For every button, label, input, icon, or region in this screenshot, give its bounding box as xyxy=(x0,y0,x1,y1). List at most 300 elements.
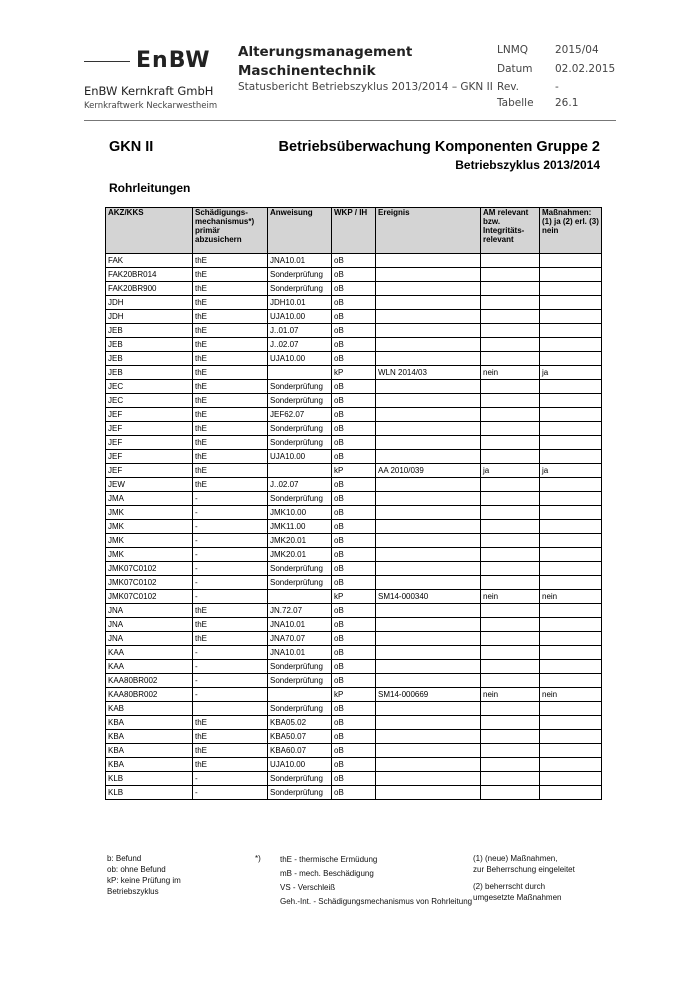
cell-wkp: oB xyxy=(332,548,376,562)
cell-massnahmen xyxy=(540,562,602,576)
cell-ereignis xyxy=(376,604,481,618)
cell-akz: KLB xyxy=(106,772,193,786)
cell-anweisung: Sonderprüfung xyxy=(268,380,332,394)
cell-anweisung: UJA10.00 xyxy=(268,450,332,464)
cell-anweisung: Sonderprüfung xyxy=(268,562,332,576)
cell-anweisung: KBA60.07 xyxy=(268,744,332,758)
cell-schaedigung: thE xyxy=(193,338,268,352)
cell-wkp: oB xyxy=(332,436,376,450)
cell-akz: JNA xyxy=(106,632,193,646)
cell-wkp: oB xyxy=(332,562,376,576)
legend-line: kP: keine Prüfung im xyxy=(107,876,181,885)
cell-am-relevant xyxy=(481,296,540,310)
cell-massnahmen xyxy=(540,548,602,562)
cell-massnahmen: ja xyxy=(540,366,602,380)
cell-am-relevant xyxy=(481,534,540,548)
cell-wkp: oB xyxy=(332,604,376,618)
cell-schaedigung: - xyxy=(193,548,268,562)
cell-anweisung: JNA70.07 xyxy=(268,632,332,646)
cell-schaedigung: thE xyxy=(193,464,268,478)
cell-akz: KBA xyxy=(106,744,193,758)
cell-schaedigung: thE xyxy=(193,744,268,758)
cell-massnahmen xyxy=(540,744,602,758)
cell-schaedigung: thE xyxy=(193,254,268,268)
cell-anweisung: KBA05.02 xyxy=(268,716,332,730)
cell-am-relevant xyxy=(481,338,540,352)
cell-akz: JMK xyxy=(106,548,193,562)
table-row xyxy=(106,646,602,660)
cell-am-relevant xyxy=(481,744,540,758)
cell-schaedigung: thE xyxy=(193,450,268,464)
cell-ereignis xyxy=(376,674,481,688)
cell-massnahmen xyxy=(540,450,602,464)
cell-massnahmen xyxy=(540,632,602,646)
cell-massnahmen xyxy=(540,380,602,394)
table-row xyxy=(106,786,602,800)
cell-schaedigung: thE xyxy=(193,352,268,366)
cell-anweisung: Sonderprüfung xyxy=(268,660,332,674)
logo-line xyxy=(84,61,130,62)
table-row xyxy=(106,758,602,772)
cell-schaedigung: thE xyxy=(193,408,268,422)
cell-wkp: oB xyxy=(332,338,376,352)
cell-anweisung: Sonderprüfung xyxy=(268,282,332,296)
cell-wkp: oB xyxy=(332,352,376,366)
cell-schaedigung: thE xyxy=(193,422,268,436)
cell-schaedigung: thE xyxy=(193,394,268,408)
table-row xyxy=(106,324,602,338)
cell-anweisung: Sonderprüfung xyxy=(268,436,332,450)
cell-anweisung: JNA10.01 xyxy=(268,254,332,268)
cell-akz: KAB xyxy=(106,702,193,716)
table-row xyxy=(106,436,602,450)
table-row xyxy=(106,674,602,688)
cell-akz: JEF xyxy=(106,450,193,464)
meta-key-datum: Datum xyxy=(497,63,533,75)
cell-ereignis xyxy=(376,562,481,576)
meta-key-lnmq: LNMQ xyxy=(497,44,529,56)
header-title-line1: Alterungsmanagement xyxy=(238,44,413,60)
cell-akz: JEC xyxy=(106,394,193,408)
header-divider xyxy=(84,120,616,121)
cell-anweisung: KBA50.07 xyxy=(268,730,332,744)
cell-am-relevant: nein xyxy=(481,688,540,702)
cell-ereignis xyxy=(376,548,481,562)
cell-wkp: oB xyxy=(332,296,376,310)
cell-am-relevant: ja xyxy=(481,464,540,478)
cell-schaedigung: - xyxy=(193,590,268,604)
table-row xyxy=(106,534,602,548)
meta-value-lnmq: 2015/04 xyxy=(555,44,599,56)
cell-akz: KBA xyxy=(106,730,193,744)
cell-ereignis xyxy=(376,254,481,268)
cell-akz: JMK xyxy=(106,506,193,520)
table-row xyxy=(106,590,602,604)
cell-am-relevant xyxy=(481,352,540,366)
cell-anweisung xyxy=(268,464,332,478)
cell-am-relevant xyxy=(481,478,540,492)
cell-ereignis xyxy=(376,436,481,450)
cell-massnahmen xyxy=(540,408,602,422)
cell-anweisung: JNA10.01 xyxy=(268,646,332,660)
cell-schaedigung: thE xyxy=(193,324,268,338)
cell-am-relevant xyxy=(481,562,540,576)
cell-am-relevant xyxy=(481,268,540,282)
cell-am-relevant: nein xyxy=(481,590,540,604)
cell-schaedigung: thE xyxy=(193,436,268,450)
unit-label: GKN II xyxy=(109,139,154,155)
cell-ereignis xyxy=(376,534,481,548)
cell-anweisung: Sonderprüfung xyxy=(268,492,332,506)
cell-wkp: kP xyxy=(332,464,376,478)
col-header-akz: AKZ/KKS xyxy=(106,208,193,254)
cell-ereignis xyxy=(376,338,481,352)
cell-ereignis xyxy=(376,506,481,520)
cell-anweisung: UJA10.00 xyxy=(268,352,332,366)
cell-akz: JDH xyxy=(106,296,193,310)
table-row xyxy=(106,618,602,632)
cell-schaedigung: - xyxy=(193,674,268,688)
cell-massnahmen xyxy=(540,604,602,618)
table-row xyxy=(106,478,602,492)
table-row xyxy=(106,562,602,576)
cell-anweisung: J..01.07 xyxy=(268,324,332,338)
cell-ereignis xyxy=(376,268,481,282)
cell-schaedigung: thE xyxy=(193,716,268,730)
cell-anweisung: JMK20.01 xyxy=(268,548,332,562)
cell-ereignis: SM14-000669 xyxy=(376,688,481,702)
cell-schaedigung: thE xyxy=(193,296,268,310)
cell-am-relevant xyxy=(481,758,540,772)
cell-massnahmen xyxy=(540,422,602,436)
cell-akz: KAA80BR002 xyxy=(106,674,193,688)
cell-am-relevant xyxy=(481,702,540,716)
cell-anweisung: UJA10.00 xyxy=(268,310,332,324)
cell-ereignis xyxy=(376,408,481,422)
meta-key-tabelle: Tabelle xyxy=(497,97,534,109)
cell-am-relevant xyxy=(481,660,540,674)
cell-schaedigung: thE xyxy=(193,478,268,492)
legend-status xyxy=(107,853,181,897)
table-row xyxy=(106,380,602,394)
cell-wkp: kP xyxy=(332,590,376,604)
cell-wkp: oB xyxy=(332,408,376,422)
cell-schaedigung: thE xyxy=(193,618,268,632)
cell-am-relevant xyxy=(481,646,540,660)
cell-massnahmen: nein xyxy=(540,688,602,702)
cell-schaedigung: thE xyxy=(193,632,268,646)
col-header-anweisung: Anweisung xyxy=(268,208,332,254)
cell-anweisung xyxy=(268,688,332,702)
cell-akz: JEF xyxy=(106,408,193,422)
cell-anweisung: Sonderprüfung xyxy=(268,674,332,688)
cell-wkp: oB xyxy=(332,744,376,758)
cell-massnahmen xyxy=(540,394,602,408)
cell-akz: KLB xyxy=(106,786,193,800)
cell-massnahmen xyxy=(540,786,602,800)
cell-schaedigung: - xyxy=(193,492,268,506)
col-header-am-relevant: AM relevant bzw. Integritäts-relevant xyxy=(481,208,540,254)
cell-anweisung: JN.72.07 xyxy=(268,604,332,618)
legend-line: (2) beherrscht durch xyxy=(473,882,546,891)
cell-ereignis xyxy=(376,618,481,632)
cell-schaedigung: thE xyxy=(193,604,268,618)
cell-ereignis: SM14-000340 xyxy=(376,590,481,604)
cell-ereignis xyxy=(376,772,481,786)
cell-akz: KAA xyxy=(106,646,193,660)
cell-wkp: oB xyxy=(332,422,376,436)
cell-ereignis xyxy=(376,422,481,436)
cell-schaedigung: thE xyxy=(193,366,268,380)
cell-massnahmen xyxy=(540,506,602,520)
cell-wkp: oB xyxy=(332,786,376,800)
cell-massnahmen xyxy=(540,282,602,296)
cell-am-relevant: nein xyxy=(481,366,540,380)
cell-wkp: oB xyxy=(332,702,376,716)
table-header-row xyxy=(106,208,602,254)
cell-ereignis xyxy=(376,352,481,366)
cell-akz: JEC xyxy=(106,380,193,394)
table-row xyxy=(106,576,602,590)
cell-akz: JEF xyxy=(106,422,193,436)
cell-am-relevant xyxy=(481,394,540,408)
cell-am-relevant xyxy=(481,254,540,268)
cell-am-relevant xyxy=(481,520,540,534)
cell-am-relevant xyxy=(481,548,540,562)
cell-massnahmen: nein xyxy=(540,590,602,604)
cell-akz: JEB xyxy=(106,324,193,338)
cell-akz: FAK20BR014 xyxy=(106,268,193,282)
cell-wkp: oB xyxy=(332,492,376,506)
cell-wkp: kP xyxy=(332,688,376,702)
cell-schaedigung: - xyxy=(193,772,268,786)
cell-ereignis xyxy=(376,744,481,758)
cell-ereignis xyxy=(376,324,481,338)
cell-akz: JMA xyxy=(106,492,193,506)
cell-ereignis xyxy=(376,758,481,772)
cell-am-relevant xyxy=(481,310,540,324)
cell-am-relevant xyxy=(481,786,540,800)
cell-am-relevant xyxy=(481,436,540,450)
cell-ereignis: AA 2010/039 xyxy=(376,464,481,478)
cell-akz: FAK20BR900 xyxy=(106,282,193,296)
cell-massnahmen xyxy=(540,352,602,366)
company-name: EnBW Kernkraft GmbH xyxy=(84,84,214,98)
cell-massnahmen xyxy=(540,338,602,352)
table-row xyxy=(106,268,602,282)
cell-wkp: oB xyxy=(332,772,376,786)
legend-line: mB - mech. Beschädigung xyxy=(280,869,374,878)
cell-anweisung: J..02.07 xyxy=(268,338,332,352)
table-row xyxy=(106,282,602,296)
table-row xyxy=(106,450,602,464)
cell-akz: FAK xyxy=(106,254,193,268)
cell-akz: JEB xyxy=(106,352,193,366)
cell-am-relevant xyxy=(481,282,540,296)
cell-akz: JMK07C0102 xyxy=(106,562,193,576)
legend-line: thE - thermische Ermüdung xyxy=(280,855,378,864)
cell-massnahmen xyxy=(540,324,602,338)
cell-anweisung xyxy=(268,366,332,380)
cell-akz: JMK07C0102 xyxy=(106,576,193,590)
table-body xyxy=(106,254,602,800)
cell-akz: JEF xyxy=(106,464,193,478)
cell-am-relevant xyxy=(481,730,540,744)
legend-line: zur Beherrschung eingeleitet xyxy=(473,865,575,874)
cell-wkp: oB xyxy=(332,534,376,548)
cell-massnahmen xyxy=(540,660,602,674)
meta-key-rev: Rev. xyxy=(497,81,520,93)
cell-akz: KAA80BR002 xyxy=(106,688,193,702)
cell-akz: KAA xyxy=(106,660,193,674)
cell-akz: JMK xyxy=(106,534,193,548)
cell-am-relevant xyxy=(481,772,540,786)
legend-line: umgesetzte Maßnahmen xyxy=(473,893,562,902)
table-row xyxy=(106,408,602,422)
cell-massnahmen xyxy=(540,520,602,534)
legend-mechanisms xyxy=(280,853,472,909)
cell-akz: JNA xyxy=(106,618,193,632)
header-title-line2: Maschinentechnik xyxy=(238,63,376,79)
cell-schaedigung: - xyxy=(193,660,268,674)
meta-value-rev: - xyxy=(555,81,559,93)
cell-am-relevant xyxy=(481,716,540,730)
cell-ereignis xyxy=(376,478,481,492)
col-header-ereignis: Ereignis xyxy=(376,208,481,254)
cell-wkp: oB xyxy=(332,450,376,464)
cell-am-relevant xyxy=(481,576,540,590)
cell-ereignis xyxy=(376,380,481,394)
cell-massnahmen xyxy=(540,646,602,660)
cell-ereignis xyxy=(376,646,481,660)
cell-anweisung: JEF62.07 xyxy=(268,408,332,422)
cell-am-relevant xyxy=(481,324,540,338)
cell-schaedigung: thE xyxy=(193,730,268,744)
cell-akz: JEF xyxy=(106,436,193,450)
meta-value-datum: 02.02.2015 xyxy=(555,63,616,75)
cell-am-relevant xyxy=(481,618,540,632)
cell-ereignis xyxy=(376,296,481,310)
cell-am-relevant xyxy=(481,380,540,394)
cell-wkp: oB xyxy=(332,730,376,744)
cell-akz: JEB xyxy=(106,366,193,380)
cell-ereignis xyxy=(376,576,481,590)
cell-akz: JEB xyxy=(106,338,193,352)
cell-anweisung: JMK10.00 xyxy=(268,506,332,520)
table-row xyxy=(106,632,602,646)
cell-wkp: kP xyxy=(332,366,376,380)
cell-ereignis xyxy=(376,450,481,464)
legend-line: Geh.-Int. - Schädigungsmechanismus von Rohrleitung xyxy=(280,897,473,906)
table-row xyxy=(106,702,602,716)
cell-anweisung: JDH10.01 xyxy=(268,296,332,310)
cell-akz: JMK07C0102 xyxy=(106,590,193,604)
table-row xyxy=(106,296,602,310)
cell-schaedigung: thE xyxy=(193,380,268,394)
enbw-logo: EnBW xyxy=(136,48,211,73)
meta-value-tabelle: 26.1 xyxy=(555,97,579,109)
cell-anweisung: Sonderprüfung xyxy=(268,772,332,786)
document-title: Betriebsüberwachung Komponenten Gruppe 2 xyxy=(278,139,600,155)
cell-anweisung: Sonderprüfung xyxy=(268,576,332,590)
cell-wkp: oB xyxy=(332,660,376,674)
cell-wkp: oB xyxy=(332,380,376,394)
cell-akz: KBA xyxy=(106,716,193,730)
cell-akz: JEW xyxy=(106,478,193,492)
cell-wkp: oB xyxy=(332,282,376,296)
cell-anweisung: JNA10.01 xyxy=(268,618,332,632)
cell-wkp: oB xyxy=(332,632,376,646)
cell-akz: JNA xyxy=(106,604,193,618)
cell-massnahmen xyxy=(540,618,602,632)
cell-schaedigung xyxy=(193,702,268,716)
legend-line: Betriebszyklus xyxy=(107,887,159,896)
cell-wkp: oB xyxy=(332,254,376,268)
cell-wkp: oB xyxy=(332,310,376,324)
table-row xyxy=(106,506,602,520)
table-row xyxy=(106,394,602,408)
cell-wkp: oB xyxy=(332,478,376,492)
cell-massnahmen xyxy=(540,702,602,716)
cell-anweisung: JMK20.01 xyxy=(268,534,332,548)
cell-ereignis xyxy=(376,520,481,534)
table-row xyxy=(106,366,602,380)
cell-anweisung: Sonderprüfung xyxy=(268,702,332,716)
cell-massnahmen xyxy=(540,268,602,282)
table-row xyxy=(106,352,602,366)
table-row xyxy=(106,660,602,674)
cell-ereignis: WLN 2014/03 xyxy=(376,366,481,380)
cell-schaedigung: thE xyxy=(193,758,268,772)
cell-wkp: oB xyxy=(332,674,376,688)
cell-ereignis xyxy=(376,310,481,324)
cell-wkp: oB xyxy=(332,268,376,282)
header-subtitle: Statusbericht Betriebszyklus 2013/2014 – GKN II xyxy=(238,81,493,93)
table-row xyxy=(106,520,602,534)
cell-massnahmen xyxy=(540,534,602,548)
legend-line: b: Befund xyxy=(107,854,142,863)
table-row xyxy=(106,464,602,478)
legend-line: (1) (neue) Maßnahmen, xyxy=(473,854,558,863)
cell-schaedigung: - xyxy=(193,688,268,702)
cell-am-relevant xyxy=(481,632,540,646)
document-cycle: Betriebszyklus 2013/2014 xyxy=(455,158,600,172)
cell-am-relevant xyxy=(481,674,540,688)
cell-schaedigung: thE xyxy=(193,268,268,282)
cell-akz: JDH xyxy=(106,310,193,324)
cell-massnahmen xyxy=(540,772,602,786)
cell-am-relevant xyxy=(481,450,540,464)
cell-wkp: oB xyxy=(332,758,376,772)
legend-measures xyxy=(473,853,575,903)
cell-anweisung: J..02.07 xyxy=(268,478,332,492)
legend-line: ob: ohne Befund xyxy=(107,865,166,874)
legend-marker: *) xyxy=(255,854,261,863)
cell-massnahmen xyxy=(540,478,602,492)
cell-schaedigung: - xyxy=(193,786,268,800)
cell-am-relevant xyxy=(481,604,540,618)
cell-schaedigung: - xyxy=(193,520,268,534)
cell-ereignis xyxy=(376,660,481,674)
legend-line: VS - Verschleiß xyxy=(280,883,336,892)
col-header-schaedigung: Schädigungs-mechanismus*) primär abzusichern xyxy=(193,208,268,254)
cell-massnahmen xyxy=(540,254,602,268)
cell-ereignis xyxy=(376,716,481,730)
cell-schaedigung: thE xyxy=(193,282,268,296)
table-row xyxy=(106,338,602,352)
cell-massnahmen xyxy=(540,576,602,590)
cell-am-relevant xyxy=(481,422,540,436)
